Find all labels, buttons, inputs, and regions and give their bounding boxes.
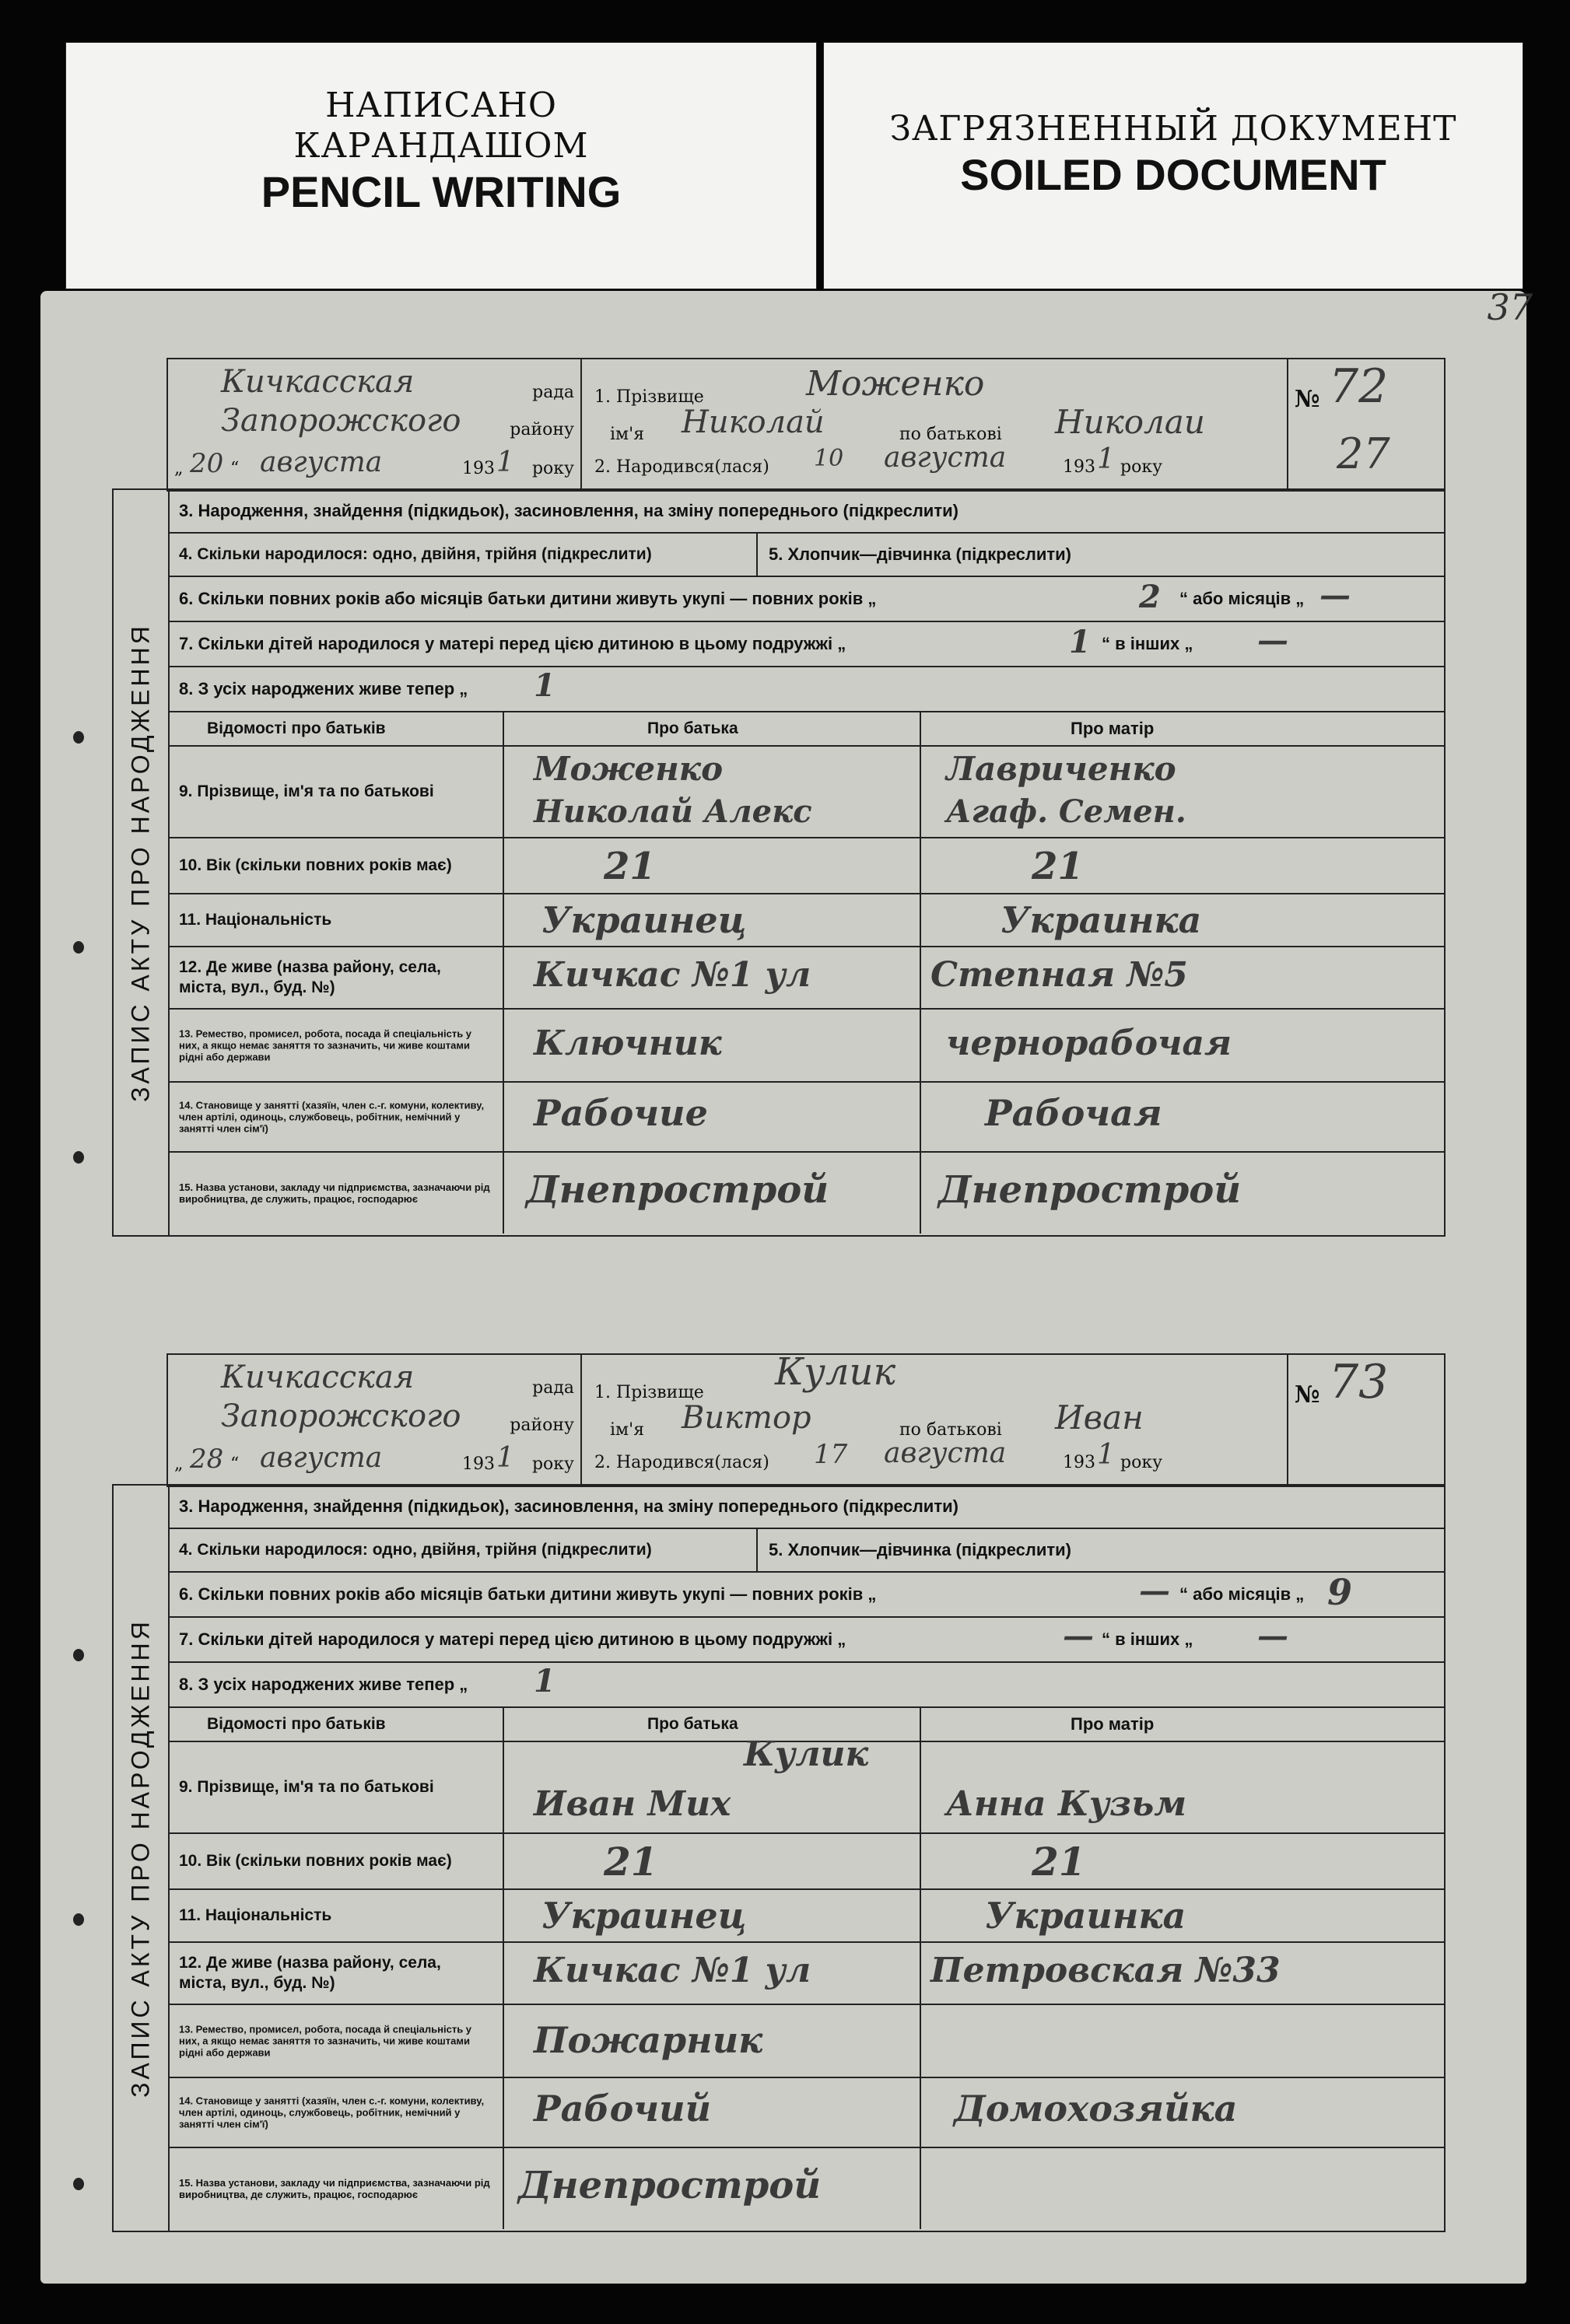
patronymic-label: по батькові bbox=[899, 1420, 1002, 1440]
q3-text: 3. Народження, знайдення (підкидьок), засиновлення, на зміну попереднього (підкреслити) bbox=[179, 1496, 958, 1516]
name-label: ім'я bbox=[610, 1420, 645, 1440]
soiled-document-label bbox=[823, 42, 1523, 289]
q11-text: 11. Національність bbox=[179, 911, 332, 929]
raion-label: району bbox=[510, 1416, 574, 1435]
father-surname: Моженко bbox=[534, 750, 724, 788]
parents-header: Відомості про батьків bbox=[207, 1715, 386, 1733]
father-status: Рабочие bbox=[534, 1092, 708, 1134]
q14-text: 14. Становище у занятті (хазяїн, член с.-г. комуни, колективу, член артілі, одиноць, службовець, робітник, немічний у занятті член сім'ї) bbox=[179, 1099, 485, 1135]
child-name-block bbox=[580, 359, 1287, 490]
q12-text: 12. Де живе (назва району, села, міста, вул., буд. №) bbox=[179, 1954, 441, 1992]
father-nationality: Украинец bbox=[541, 899, 747, 941]
reg-year-prefix: 193 bbox=[462, 1454, 495, 1474]
father-occupation: Пожарник bbox=[534, 2019, 763, 2061]
q10-text: 10. Вік (скільки повних років має) bbox=[179, 1852, 452, 1870]
mother-header: Про матір bbox=[1071, 1714, 1155, 1734]
q10-text: 10. Вік (скільки повних років має) bbox=[179, 856, 452, 874]
page-number: 37 bbox=[1487, 286, 1533, 328]
reg-day: 28 bbox=[190, 1444, 224, 1475]
q6b-text: “ або місяців „ bbox=[1179, 1584, 1305, 1604]
q8-value: 1 bbox=[534, 667, 555, 704]
registration-block: Кичкасская рада Запорожского району „ 20 “ августа 193 1 року bbox=[168, 359, 582, 490]
record-number-secondary: 27 bbox=[1337, 429, 1390, 478]
father-name: Иван Мих bbox=[534, 1784, 731, 1824]
q8-text: 8. З усіх народжених живе тепер „ bbox=[179, 679, 468, 698]
reg-day: 20 bbox=[190, 448, 224, 479]
born-year-prefix: 193 bbox=[1063, 1453, 1095, 1472]
surname-label: 1. Прізвище bbox=[594, 1383, 704, 1402]
rada-label: рада bbox=[532, 383, 574, 402]
q9-text: 9. Прізвище, ім'я та по батькові bbox=[179, 1778, 434, 1796]
surname-handwriting: Кулик bbox=[775, 1350, 896, 1394]
father-header: Про батька bbox=[647, 719, 738, 737]
q6-months: — bbox=[1319, 577, 1351, 614]
name-handwriting: Николай bbox=[682, 404, 825, 440]
born-year-prefix: 193 bbox=[1063, 457, 1095, 477]
q13-text: 13. Ремество, промисел, робота, посада й спеціальність у них, а якщо немає заняття то зазначить, чи живе коштами рідні або держави bbox=[179, 1027, 472, 1063]
mother-age: 21 bbox=[1032, 845, 1084, 888]
q9-text: 9. Прізвище, ім'я та по батькові bbox=[179, 782, 434, 800]
q14-text: 14. Становище у занятті (хазяїн, член с.-г. комуни, колективу, член артілі, одиноць, службовець, робітник, немічний у занятті член сім'ї) bbox=[179, 2095, 485, 2130]
vertical-title: ЗАПИС АКТУ ПРО НАРОДЖЕННЯ bbox=[114, 1486, 170, 2231]
born-month: августа bbox=[884, 1437, 1007, 1469]
mother-occupation: чернорабочая bbox=[946, 1024, 1232, 1063]
reg-month: августа bbox=[260, 1442, 383, 1474]
father-surname: Кулик bbox=[744, 1734, 869, 1774]
record-number-block bbox=[1287, 359, 1446, 490]
born-label: 2. Народився(лася) bbox=[594, 457, 769, 477]
name-handwriting: Виктор bbox=[682, 1400, 811, 1436]
born-year: 1 bbox=[1097, 443, 1115, 475]
q6-years: 2 bbox=[1139, 579, 1161, 615]
mother-name: Агаф. Семен. bbox=[946, 793, 1186, 830]
q4-text: 4. Скільки народилося: одно, двійня, трійня (підкреслити) bbox=[179, 545, 652, 563]
binding-hole bbox=[73, 2178, 84, 2190]
record-body bbox=[112, 1484, 1446, 2232]
q8-value: 1 bbox=[534, 1663, 555, 1699]
q7-other: — bbox=[1257, 1618, 1288, 1654]
q15-text: 15. Назва установи, закладу чи підприємства, зазначаючи рід виробництва, де служить, працює, господарює bbox=[179, 2177, 490, 2200]
patronymic-handwriting: Николаи bbox=[1055, 403, 1205, 441]
q5-text: 5. Хлопчик—дівчинка (підкреслити) bbox=[769, 1540, 1072, 1559]
number-sign: № bbox=[1295, 386, 1320, 413]
q7b-text: “ в інших „ bbox=[1102, 634, 1193, 653]
q4-text: 4. Скільки народилося: одно, двійня, трійня (підкреслити) bbox=[179, 1541, 652, 1559]
mother-address: Петровская №33 bbox=[930, 1951, 1281, 1990]
patronymic-handwriting: Иван bbox=[1055, 1398, 1144, 1437]
q8-text: 8. З усіх народжених живе тепер „ bbox=[179, 1675, 468, 1694]
q7-value: — bbox=[1063, 1618, 1094, 1654]
q7-text: 7. Скільки дітей народилося у матері перед цією дитиною в цьому подружжі „ bbox=[179, 1629, 846, 1649]
q5-text: 5. Хлопчик—дівчинка (підкреслити) bbox=[769, 544, 1072, 564]
q6-text: 6. Скільки повних років або місяців батьки дитини живуть укупі — повних років „ bbox=[179, 589, 877, 608]
q6-months: 9 bbox=[1327, 1571, 1353, 1613]
q11-text: 11. Національність bbox=[179, 1906, 332, 1924]
q13-text: 13. Ремество, промисел, робота, посада й спеціальність у них, а якщо немає заняття то зазначить, чи живе коштами рідні або держави bbox=[179, 2023, 472, 2059]
archive-sheet bbox=[40, 286, 1533, 2284]
mother-nationality: Украинка bbox=[985, 1895, 1186, 1937]
mother-nationality: Украинка bbox=[1001, 899, 1202, 941]
label-en-line: PENCIL WRITING bbox=[261, 167, 622, 216]
binding-hole bbox=[73, 1649, 84, 1661]
born-day: 17 bbox=[814, 1439, 848, 1470]
binding-hole bbox=[73, 941, 84, 954]
record-header bbox=[166, 358, 1446, 492]
q7-value: 1 bbox=[1069, 624, 1091, 660]
born-year: 1 bbox=[1097, 1439, 1115, 1471]
born-label: 2. Народився(лася) bbox=[594, 1453, 769, 1472]
q7b-text: “ в інших „ bbox=[1102, 1629, 1193, 1649]
child-name-block bbox=[580, 1350, 1287, 1486]
reg-year-prefix: 193 bbox=[462, 459, 495, 478]
q3-text: 3. Народження, знайдення (підкидьок), засиновлення, на зміну попереднього (підкреслити) bbox=[179, 501, 958, 520]
q15-text: 15. Назва установи, закладу чи підприємства, зазначаючи рід виробництва, де служить, працює, господарює bbox=[179, 1181, 490, 1205]
born-month: августа bbox=[884, 442, 1007, 474]
pencil-writing-label bbox=[65, 42, 817, 289]
q6b-text: “ або місяців „ bbox=[1179, 589, 1305, 608]
father-header: Про батька bbox=[647, 1715, 738, 1733]
reg-year: 1 bbox=[496, 446, 514, 478]
record-body bbox=[112, 488, 1446, 1237]
label-ru-line: ЗАГРЯЗНЕННЫЙ ДОКУМЕНТ bbox=[889, 109, 1457, 149]
rada-handwriting: Кичкасская bbox=[221, 1360, 415, 1395]
mother-header: Про матір bbox=[1071, 719, 1155, 738]
label-ru-line: КАРАНДАШОМ bbox=[293, 126, 589, 166]
father-age: 21 bbox=[604, 845, 656, 888]
father-address: Кичкас №1 ул bbox=[534, 955, 811, 995]
raion-label: району bbox=[510, 420, 574, 439]
mother-workplace: Днепрострой bbox=[938, 1168, 1242, 1212]
surname-label: 1. Прізвище bbox=[594, 387, 704, 407]
mother-name: Анна Кузьм bbox=[946, 1784, 1187, 1824]
roku-label: року bbox=[531, 459, 574, 478]
father-nationality: Украинец bbox=[541, 1895, 747, 1937]
record-number: 73 bbox=[1329, 1355, 1389, 1409]
binding-hole bbox=[73, 1913, 84, 1926]
q7-text: 7. Скільки дітей народилося у матері перед цією дитиною в цьому подружжі „ bbox=[179, 634, 846, 653]
record-number: 72 bbox=[1329, 359, 1389, 414]
mother-status: Домохозяйка bbox=[954, 2088, 1238, 2130]
father-occupation: Ключник bbox=[534, 1024, 722, 1063]
parents-header: Відомості про батьків bbox=[207, 719, 386, 737]
record-header bbox=[166, 1350, 1446, 1487]
roku-label: року bbox=[531, 1454, 574, 1474]
mother-status: Рабочая bbox=[985, 1092, 1162, 1134]
number-sign: № bbox=[1295, 1381, 1320, 1409]
binding-hole bbox=[73, 731, 84, 744]
father-workplace: Днепрострой bbox=[526, 1168, 829, 1212]
patronymic-label: по батькові bbox=[899, 425, 1002, 444]
binding-hole bbox=[73, 1151, 84, 1164]
q6-years: — bbox=[1139, 1573, 1170, 1609]
born-day: 10 bbox=[814, 445, 844, 472]
father-workplace: Днепрострой bbox=[518, 2164, 822, 2207]
mother-age: 21 bbox=[1032, 1839, 1086, 1885]
label-en-line: SOILED DOCUMENT bbox=[960, 150, 1386, 199]
father-age: 21 bbox=[604, 1839, 658, 1885]
father-name: Николай Алекс bbox=[534, 793, 812, 830]
q12-text: 12. Де живе (назва району, села, міста, вул., буд. №) bbox=[179, 958, 441, 996]
surname-handwriting: Моженко bbox=[806, 364, 985, 404]
reg-month: августа bbox=[260, 446, 383, 478]
raion-handwriting: Запорожского bbox=[221, 403, 461, 439]
mother-surname: Лавриченко bbox=[946, 750, 1176, 788]
vertical-title: ЗАПИС АКТУ ПРО НАРОДЖЕННЯ bbox=[114, 490, 170, 1235]
father-address: Кичкас №1 ул bbox=[534, 1951, 811, 1990]
raion-handwriting: Запорожского bbox=[221, 1398, 461, 1434]
q6-text: 6. Скільки повних років або місяців батьки дитини живуть укупі — повних років „ bbox=[179, 1584, 877, 1604]
mother-address: Степная №5 bbox=[930, 955, 1188, 995]
name-label: ім'я bbox=[610, 425, 645, 444]
rada-label: рада bbox=[532, 1378, 574, 1398]
reg-year: 1 bbox=[496, 1442, 514, 1474]
record-number-block bbox=[1287, 1355, 1446, 1486]
q7-other: — bbox=[1257, 622, 1288, 659]
roku-label: року bbox=[1120, 457, 1163, 477]
roku-label: року bbox=[1120, 1453, 1163, 1472]
registration-block: Кичкасская рада Запорожского району „ 28 “ августа 193 1 року bbox=[168, 1355, 582, 1486]
label-ua-line: НАПИСАНО bbox=[325, 86, 557, 125]
father-status: Рабочий bbox=[534, 2088, 712, 2130]
rada-handwriting: Кичкасская bbox=[221, 364, 415, 400]
